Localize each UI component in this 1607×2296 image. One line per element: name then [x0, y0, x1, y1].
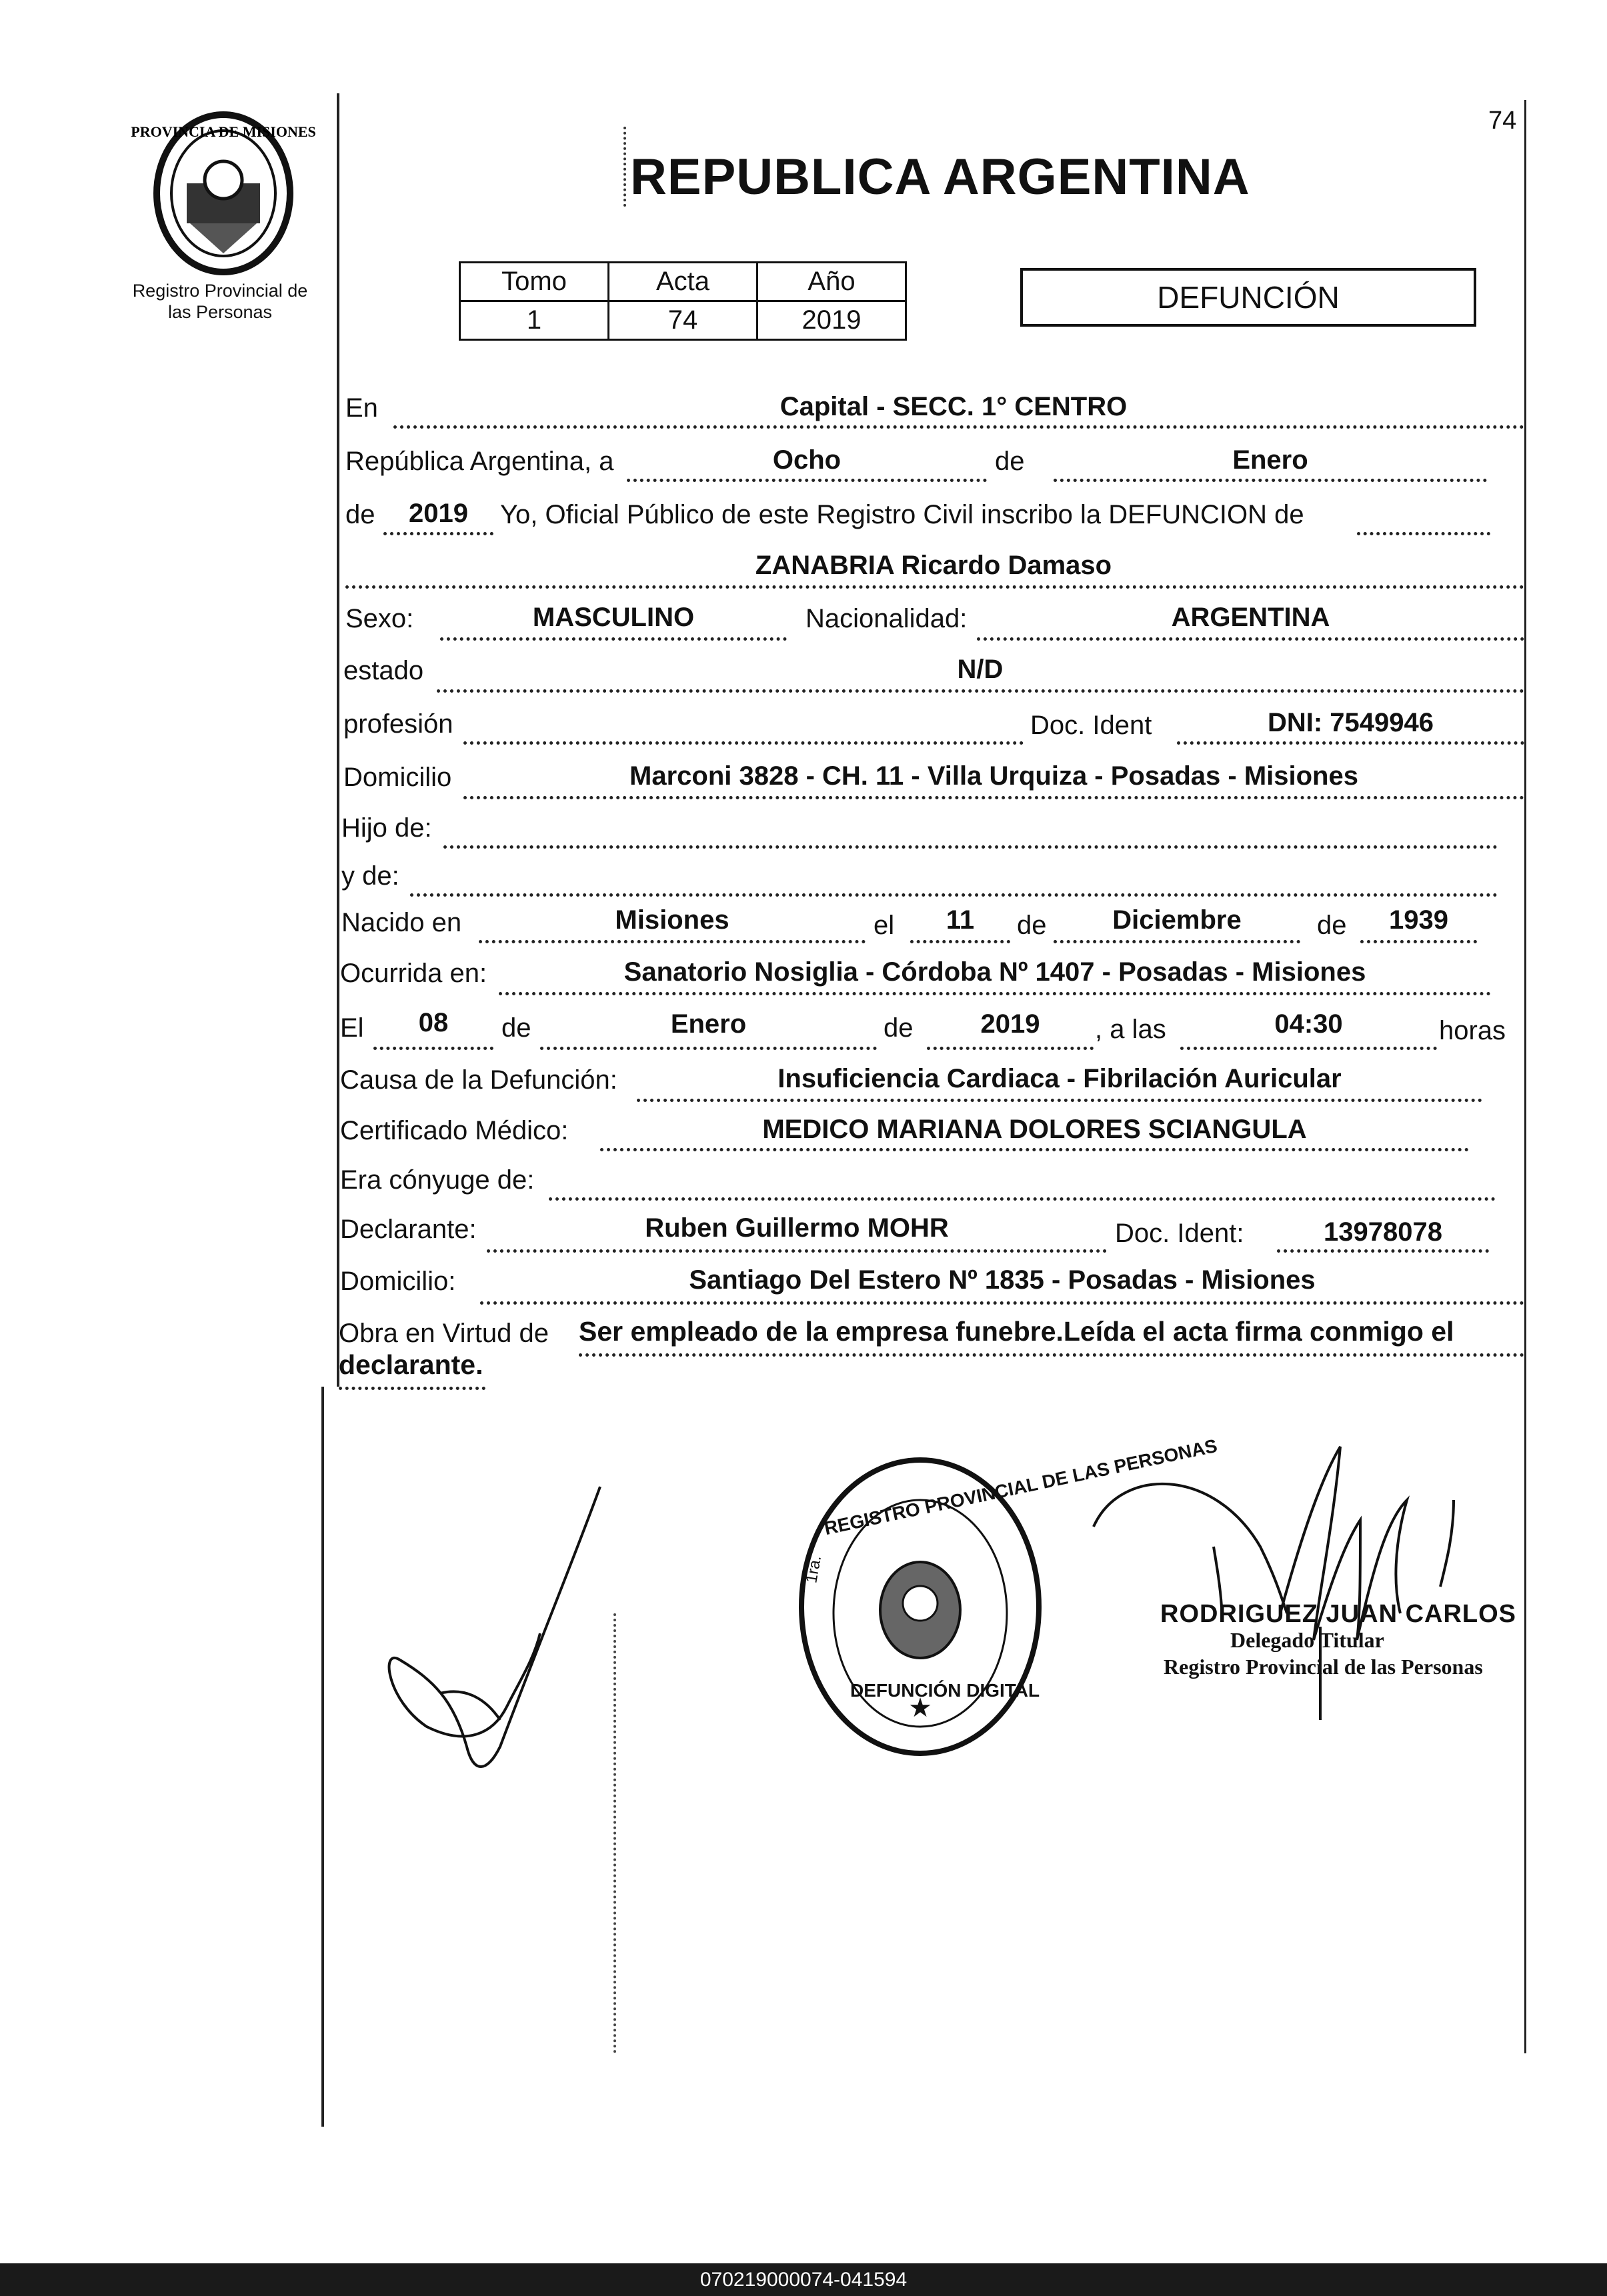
value-deceased-name: ZANABRIA Ricardo Damaso	[755, 551, 1112, 580]
center-tick-marks	[623, 127, 629, 207]
label-sexo: Sexo:	[345, 604, 414, 633]
line-doc-ident-2	[1277, 1249, 1489, 1253]
line-birth-month	[1054, 940, 1300, 943]
svg-text:★: ★	[908, 1693, 932, 1723]
line-birth-day	[910, 940, 1010, 943]
line-ocurrida-en	[499, 992, 1491, 995]
label-republica: República Argentina, a	[345, 447, 614, 476]
line-birth-year	[1360, 940, 1477, 943]
right-border-line	[1524, 100, 1526, 2053]
line-death-year	[927, 1047, 1094, 1050]
label-el-2: El	[340, 1013, 364, 1043]
stamp-inner-text: DEFUNCIÓN DIGITAL	[850, 1680, 1040, 1701]
label-declarante: Declarante:	[340, 1215, 477, 1244]
line-estado	[437, 689, 1524, 693]
label-en: En	[345, 393, 378, 423]
official-role: Delegado Titular	[1230, 1628, 1384, 1652]
value-year: 2019	[409, 499, 468, 528]
value-obra-line1: Ser empleado de la empresa funebre.Leída el acta firma conmigo el	[579, 1316, 1454, 1347]
left-margin-line-upper	[337, 93, 339, 1387]
header-anio: Año	[757, 263, 906, 301]
label-de-4: de	[1317, 911, 1347, 940]
page-title: REPUBLICA ARGENTINA	[630, 149, 1250, 205]
line-causa	[637, 1099, 1482, 1102]
line-domicilio-2	[480, 1301, 1524, 1305]
label-horas: horas	[1439, 1016, 1506, 1045]
stamp-side-text: 1ra.	[802, 1554, 826, 1585]
value-domicilio: Marconi 3828 - CH. 11 - Villa Urquiza - Posadas - Misiones	[629, 761, 1358, 791]
label-nacido-en: Nacido en	[341, 908, 462, 937]
label-de-3: de	[1017, 911, 1047, 940]
logo-caption-line2: las Personas	[167, 302, 273, 322]
value-birth-month: Diciembre	[1112, 905, 1242, 935]
page-number: 74	[1488, 107, 1517, 135]
value-day: Ocho	[772, 445, 842, 475]
line-obra-2	[339, 1387, 485, 1390]
value-tomo: 1	[460, 301, 609, 340]
document-type-box: DEFUNCIÓN	[1020, 268, 1476, 327]
label-de-6: de	[884, 1013, 914, 1043]
label-ocurrida-en: Ocurrida en:	[340, 959, 487, 988]
value-birth-day: 11	[946, 905, 975, 935]
value-place: Capital - SECC. 1° CENTRO	[779, 392, 1128, 421]
line-death-month	[540, 1047, 877, 1050]
registry-table	[459, 261, 907, 341]
line-hijo-de	[443, 845, 1498, 849]
declarante-signature-icon	[373, 1480, 613, 1787]
value-domicilio-2: Santiago Del Estero Nº 1835 - Posadas - Misiones	[689, 1265, 1316, 1295]
label-doc-ident: Doc. Ident	[1030, 711, 1152, 740]
value-nacionalidad: ARGENTINA	[1171, 603, 1330, 632]
line-nacionalidad	[977, 637, 1524, 641]
label-certificado: Certificado Médico:	[340, 1116, 569, 1145]
line-domicilio	[463, 796, 1524, 799]
registry-table-value-row	[460, 301, 906, 340]
registry-table-header-row	[460, 263, 906, 301]
label-y-de: y de:	[341, 861, 399, 891]
stamp-ring-text: REGISTRO PROVINCIAL DE LAS PERSONAS	[822, 1435, 1220, 1539]
value-death-month: Enero	[670, 1009, 747, 1039]
label-de-5: de	[501, 1013, 531, 1043]
official-org: Registro Provincial de las Personas	[1164, 1655, 1483, 1679]
line-profesion	[463, 741, 1024, 745]
value-declarante: Ruben Guillermo MOHR	[645, 1213, 949, 1243]
label-profesion: profesión	[343, 709, 453, 739]
label-causa: Causa de la Defunción:	[340, 1065, 617, 1095]
line-name	[345, 585, 1524, 589]
left-margin-line-lower	[321, 1387, 324, 2127]
label-obra: Obra en Virtud de	[339, 1319, 549, 1348]
label-a-las: , a las	[1095, 1015, 1166, 1044]
line-inscribo-end	[1357, 532, 1490, 535]
logo-caption-line1: Registro Provincial de	[132, 281, 308, 301]
line-y-de	[410, 893, 1498, 897]
label-nacionalidad: Nacionalidad:	[806, 604, 968, 633]
misiones-logo-icon	[131, 110, 316, 277]
value-death-year: 2019	[980, 1009, 1040, 1039]
value-birth-year: 1939	[1389, 905, 1448, 935]
line-obra-1	[579, 1353, 1524, 1357]
line-death-day	[373, 1047, 493, 1050]
value-causa: Insuficiencia Cardiaca - Fibrilación Auricular	[777, 1064, 1342, 1093]
line-doc-ident	[1177, 741, 1524, 745]
value-month: Enero	[1232, 445, 1308, 475]
value-death-day: 08	[418, 1008, 449, 1037]
line-nacido-en	[479, 940, 866, 943]
line-sexo	[440, 637, 787, 641]
official-name: RODRIGUEZ JUAN CARLOS	[1160, 1600, 1517, 1628]
line-death-time	[1180, 1047, 1437, 1050]
header-acta: Acta	[609, 263, 757, 301]
label-domicilio-2: Domicilio:	[340, 1267, 456, 1296]
line-en	[393, 425, 1524, 429]
value-doc-ident-2: 13978078	[1324, 1217, 1442, 1247]
center-dotted-marks	[613, 1613, 619, 2053]
label-conyuge: Era cónyuge de:	[340, 1165, 535, 1195]
value-doc-ident: DNI: 7549946	[1267, 708, 1434, 737]
label-de-1: de	[995, 447, 1025, 476]
value-certificado: MEDICO MARIANA DOLORES SCIANGULA	[762, 1115, 1307, 1144]
inscribo-text: Yo, Oficial Público de este Registro Civil inscribo la DEFUNCION de	[500, 500, 1304, 529]
line-conyuge	[549, 1197, 1496, 1201]
logo-ring-text: PROVINCIA DE MISIONES	[131, 123, 316, 140]
label-estado: estado	[343, 656, 424, 685]
footer-code: 070219000074-041594	[0, 2263, 1607, 2296]
value-estado: N/D	[957, 655, 1004, 684]
line-declarante	[487, 1249, 1107, 1253]
label-domicilio: Domicilio	[343, 763, 452, 792]
value-obra-line2: declarante.	[339, 1349, 483, 1380]
label-el-1: el	[874, 911, 895, 940]
line-month	[1054, 479, 1487, 482]
line-year	[383, 532, 493, 535]
value-anio: 2019	[757, 301, 906, 340]
value-sexo: MASCULINO	[532, 603, 695, 632]
line-day	[627, 479, 987, 482]
value-acta: 74	[609, 301, 757, 340]
line-certificado	[600, 1148, 1469, 1151]
header-tomo: Tomo	[460, 263, 609, 301]
label-hijo-de: Hijo de:	[341, 813, 432, 843]
label-de-2: de	[345, 500, 375, 529]
value-death-place: Sanatorio Nosiglia - Córdoba Nº 1407 - Posadas - Misiones	[623, 957, 1366, 987]
label-doc-ident-2: Doc. Ident:	[1115, 1219, 1244, 1248]
value-death-time: 04:30	[1274, 1009, 1343, 1039]
logo-caption	[113, 280, 327, 323]
value-birth-place: Misiones	[615, 905, 729, 935]
